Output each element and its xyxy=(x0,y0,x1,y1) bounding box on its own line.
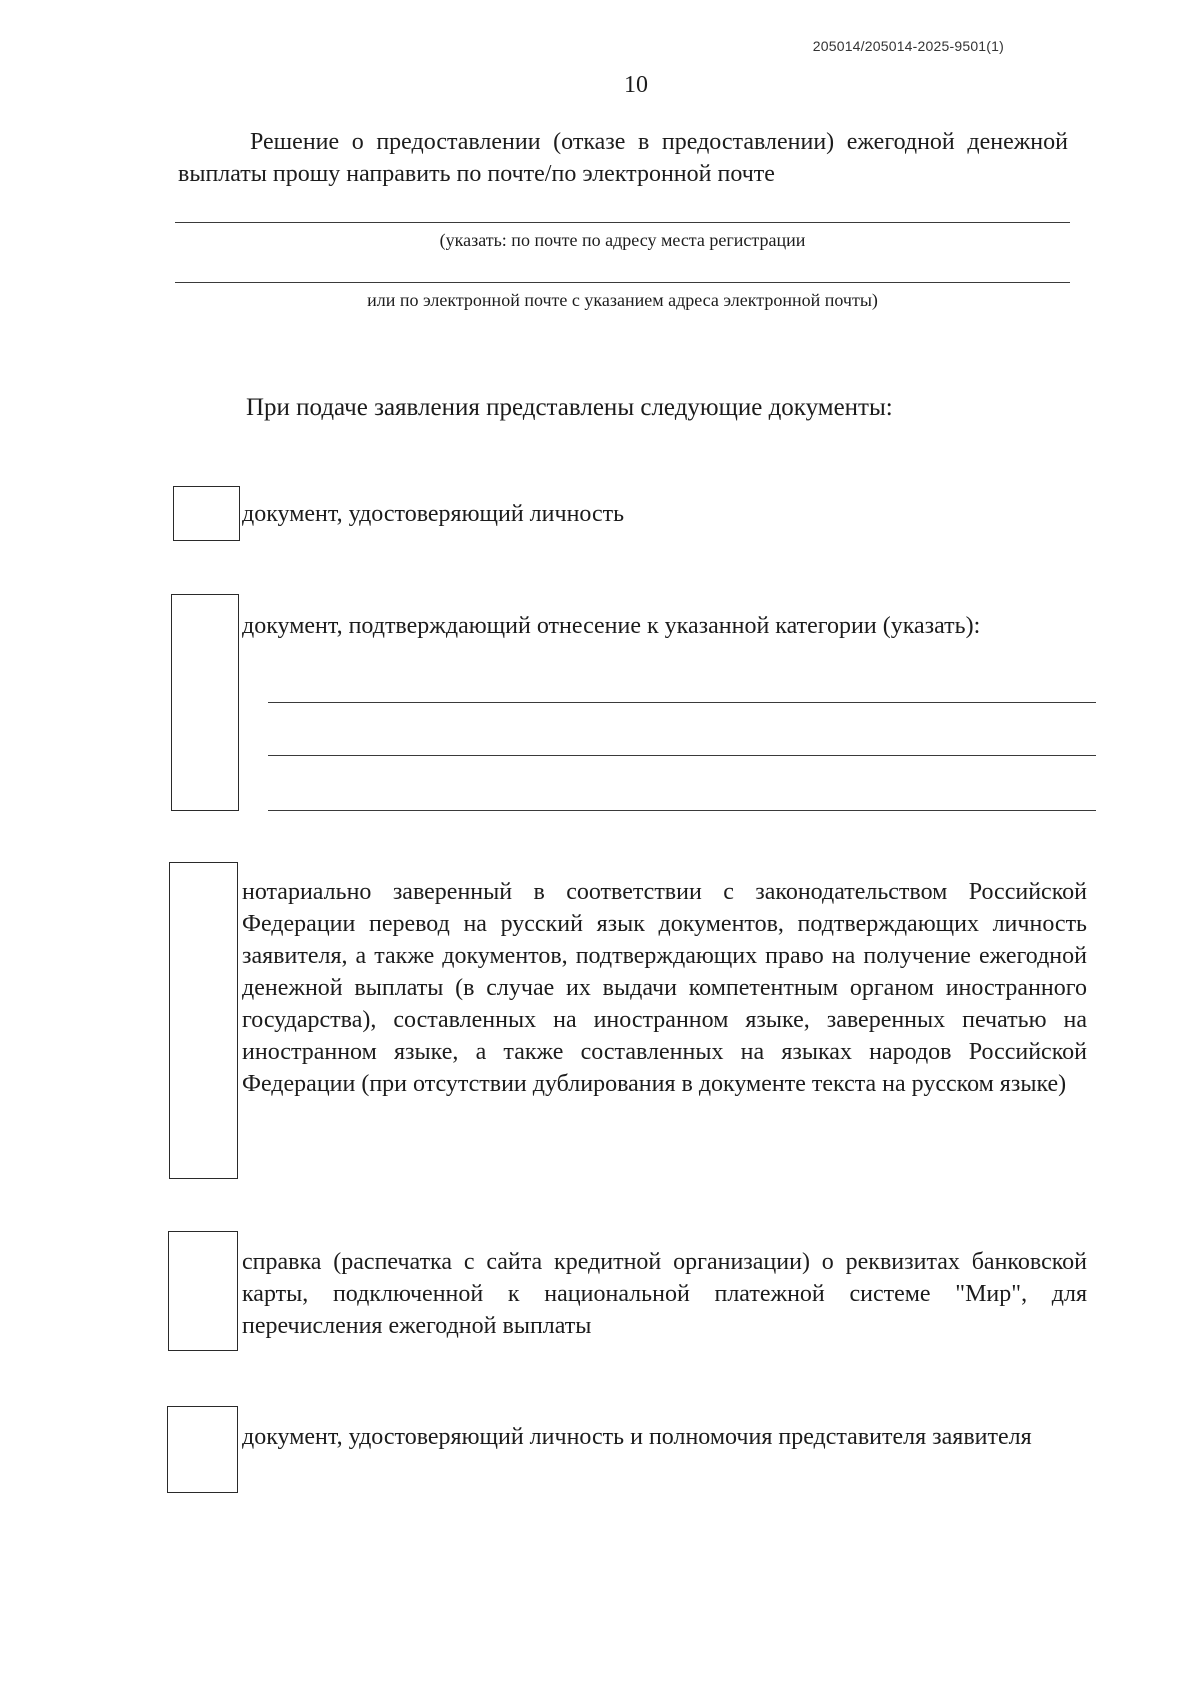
checkbox-identity-document[interactable] xyxy=(173,486,240,541)
delivery-request-paragraph xyxy=(178,126,1068,190)
document-item-representative: документ, удостоверяющий личность и полномочия представителя заявителя xyxy=(242,1424,1032,1450)
document-id: 205014/205014-2025-9501(1) xyxy=(812,38,1004,54)
category-fill-line-2[interactable] xyxy=(268,755,1096,756)
checkbox-notarized-translation[interactable] xyxy=(169,862,238,1179)
delivery-caption-1: (указать: по почте по адресу места регистрации xyxy=(439,230,806,250)
document-item-bank-card-certificate: справка (распечатка с сайта кредитной организации) о реквизитах банковской карты, подключенной к национальной платежной системе "Мир", для перечисления ежегодной выплаты xyxy=(242,1249,1087,1339)
document-item-category: документ, подтверждающий отнесение к указанной категории (указать): xyxy=(242,613,981,639)
category-fill-line-3[interactable] xyxy=(268,810,1096,811)
checkbox-category-document[interactable] xyxy=(171,594,239,811)
checkbox-bank-card-certificate[interactable] xyxy=(168,1231,238,1351)
documents-heading: При подаче заявления представлены следующие документы: xyxy=(246,394,893,421)
delivery-request-text: Решение о предоставлении (отказе в предоставлении) ежегодной денежной выплаты прошу направить по почте/по электронной почте xyxy=(178,129,1068,187)
category-fill-line-1[interactable] xyxy=(268,702,1096,703)
delivery-caption-2: или по электронной почте с указанием адреса электронной почты) xyxy=(367,290,878,310)
page-number: 10 xyxy=(624,72,648,98)
checkbox-representative-document[interactable] xyxy=(167,1406,238,1493)
document-item-notarized-translation: нотариально заверенный в соответствии с законодательством Российской Федерации перевод на русский язык документов, подтверждающих личность заявителя, а также документов, подтверждающих право на получение ежегодной денежной выплаты (в случае их выдачи компетентным органом иностранного государства), составленных на иностранном языке, заверенных печатью на иностранном языке, а также составленных на языках народов Российской Федерации (при отсутствии дублирования в документе текста на русском языке) xyxy=(242,879,1087,1097)
document-item-identity: документ, удостоверяющий личность xyxy=(242,501,625,527)
delivery-address-fill-line-1[interactable] xyxy=(175,222,1070,223)
delivery-address-fill-line-2[interactable] xyxy=(175,282,1070,283)
